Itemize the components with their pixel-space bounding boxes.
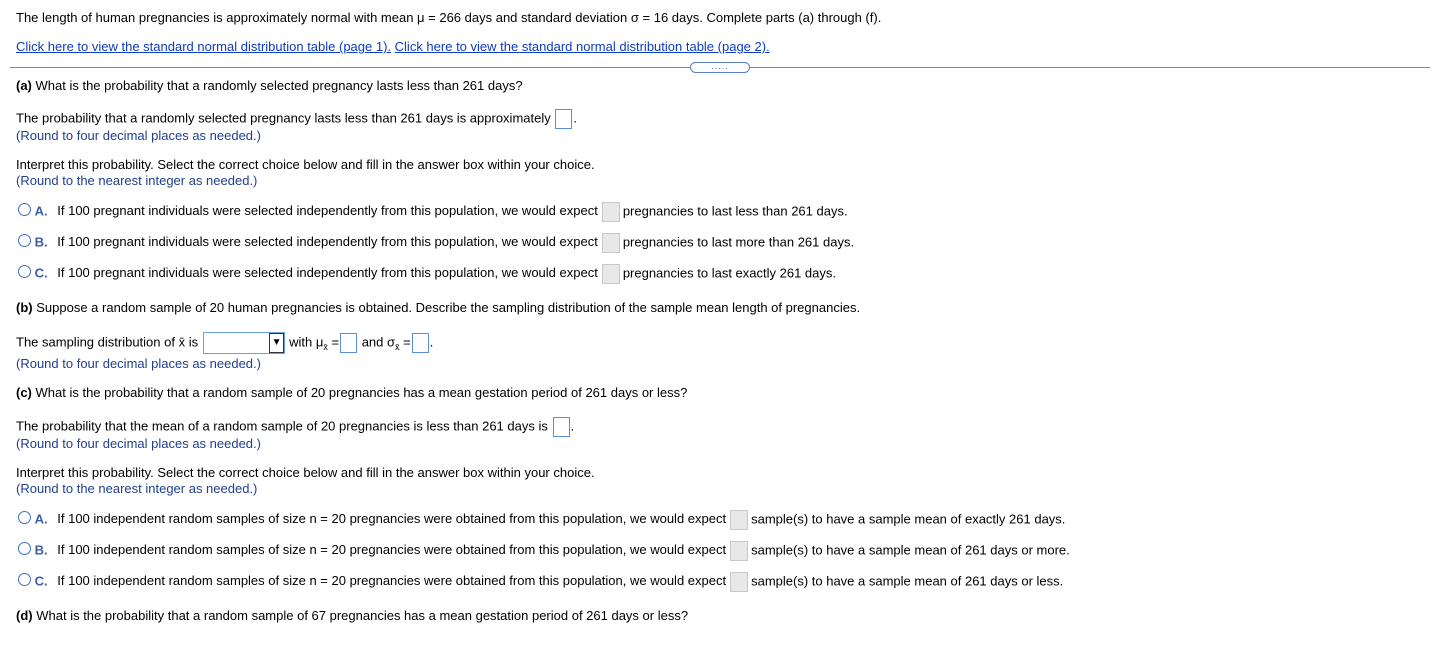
part-d-question-text: What is the probability that a random sample of 67 pregnancies has a mean gestation period of 261 days or less? bbox=[36, 608, 689, 623]
part-c-interpret: Interpret this probability. Select the correct choice below and fill in the answer box within your choice. bbox=[16, 465, 595, 480]
choice-text-after: pregnancies to last less than 261 days. bbox=[622, 203, 848, 219]
radio-button[interactable] bbox=[18, 573, 31, 586]
problem-intro: The length of human pregnancies is approximately normal with mean μ = 266 days and standard deviation σ = 16 days. Complete parts (a) through (f). bbox=[16, 10, 882, 25]
mu-label: with μ bbox=[289, 334, 324, 350]
part-c-choice-c-input[interactable] bbox=[730, 572, 748, 592]
part-b-round-note: (Round to four decimal places as needed.) bbox=[16, 356, 261, 371]
sampling-prefix: The sampling distribution of bbox=[16, 334, 175, 350]
choice-letter: C. bbox=[34, 265, 48, 281]
choice-letter: A. bbox=[34, 203, 48, 219]
part-a-answer-prompt: The probability that a randomly selected pregnancy lasts less than 261 days is approximately bbox=[16, 110, 551, 126]
part-a-choice-c-input[interactable] bbox=[602, 264, 620, 284]
sigma-equals: = bbox=[403, 334, 411, 350]
choice-text-before: If 100 pregnant individuals were selected independently from this population, we would expect bbox=[57, 234, 598, 250]
choice-text-after: sample(s) to have a sample mean of 261 days or less. bbox=[751, 573, 1064, 589]
choice-letter: A. bbox=[34, 511, 48, 527]
part-a-answer-line: The probability that a randomly selected pregnancy lasts less than 261 days is approximately . bbox=[16, 109, 577, 129]
mu-xbar-input[interactable] bbox=[340, 333, 357, 353]
part-c-interpret-round: (Round to the nearest integer as needed.) bbox=[16, 481, 258, 496]
part-a-choice-b[interactable] bbox=[18, 233, 854, 253]
radio-button[interactable] bbox=[18, 511, 31, 524]
part-c-round-note: (Round to four decimal places as needed.) bbox=[16, 436, 261, 451]
part-a-question-text: What is the probability that a randomly selected pregnancy lasts less than 261 days? bbox=[35, 78, 523, 93]
part-a-label: (a) bbox=[16, 78, 32, 93]
radio-button[interactable] bbox=[18, 265, 31, 278]
part-c-label: (c) bbox=[16, 385, 32, 400]
choice-text-before: If 100 independent random samples of size n = 20 pregnancies were obtained from this population, we would expect bbox=[57, 542, 727, 558]
mu-subscript: x̄ bbox=[323, 342, 328, 353]
part-c-choice-a[interactable] bbox=[18, 510, 1065, 530]
part-c-question bbox=[16, 385, 687, 401]
part-d-label: (d) bbox=[16, 608, 33, 623]
radio-button[interactable] bbox=[18, 234, 31, 247]
radio-button[interactable] bbox=[18, 203, 31, 216]
part-d-question bbox=[16, 608, 688, 624]
part-a-choice-a[interactable] bbox=[18, 202, 848, 222]
part-a-question bbox=[16, 78, 523, 94]
part-b-answer-line: The sampling distribution of x̄ is ▼ with $\mu_{x̄}$ = and $\sigma_{x̄}$ = . bbox=[16, 332, 433, 357]
choice-letter: C. bbox=[34, 573, 48, 589]
normal-table-page2-link[interactable]: Click here to view the standard normal distribution table (page 2). bbox=[394, 39, 770, 54]
choice-text-before: If 100 independent random samples of size n = 20 pregnancies were obtained from this population, we would expect bbox=[57, 573, 727, 589]
part-a-choice-a-input[interactable] bbox=[602, 202, 620, 222]
choice-text-after: pregnancies to last exactly 261 days. bbox=[622, 265, 836, 281]
sigma-label: and σ bbox=[361, 334, 396, 350]
part-c-choice-a-input[interactable] bbox=[730, 510, 748, 530]
is-word: is bbox=[188, 334, 199, 350]
radio-button[interactable] bbox=[18, 542, 31, 555]
part-c-answer-prompt: The probability that the mean of a random sample of 20 pregnancies is less than 261 days is bbox=[16, 418, 548, 434]
choice-text-after: sample(s) to have a sample mean of 261 days or more. bbox=[751, 542, 1070, 558]
dropdown-arrow-icon[interactable]: ▼ bbox=[269, 333, 284, 353]
mu-equals: = bbox=[331, 334, 340, 350]
choice-text-before: If 100 independent random samples of size n = 20 pregnancies were obtained from this population, we would expect bbox=[57, 511, 727, 527]
xbar-symbol: x̄ bbox=[178, 334, 186, 350]
part-a-interpret-round: (Round to the nearest integer as needed.) bbox=[16, 173, 258, 188]
table-links bbox=[16, 39, 770, 55]
part-a-probability-input[interactable] bbox=[555, 109, 572, 129]
part-b-label: (b) bbox=[16, 300, 33, 315]
part-c-answer-line: The probability that the mean of a random sample of 20 pregnancies is less than 261 days is . bbox=[16, 417, 574, 437]
part-c-choice-b-input[interactable] bbox=[730, 541, 748, 561]
part-c-question-text: What is the probability that a random sample of 20 pregnancies has a mean gestation period of 261 days or less? bbox=[35, 385, 688, 400]
choice-text-before: If 100 pregnant individuals were selected independently from this population, we would expect bbox=[57, 265, 598, 281]
choice-text-before: If 100 pregnant individuals were selected independently from this population, we would expect bbox=[57, 203, 598, 219]
part-b-question bbox=[16, 300, 860, 316]
choice-letter: B. bbox=[34, 542, 48, 558]
part-a-interpret: Interpret this probability. Select the correct choice below and fill in the answer box within your choice. bbox=[16, 157, 595, 172]
part-c-choice-b[interactable] bbox=[18, 541, 1070, 561]
distribution-shape-dropdown[interactable] bbox=[203, 332, 285, 354]
part-b-question-text: Suppose a random sample of 20 human pregnancies is obtained. Describe the sampling distribution of the sample mean length of pregnancies. bbox=[36, 300, 861, 315]
choice-letter: B. bbox=[34, 234, 48, 250]
part-a-choice-c[interactable] bbox=[18, 264, 836, 284]
part-c-probability-input[interactable] bbox=[553, 417, 570, 437]
normal-table-page1-link[interactable]: Click here to view the standard normal distribution table (page 1). bbox=[16, 39, 392, 54]
choice-text-after: pregnancies to last more than 261 days. bbox=[622, 234, 855, 250]
choice-text-after: sample(s) to have a sample mean of exactly 261 days. bbox=[751, 511, 1066, 527]
part-a-choice-b-input[interactable] bbox=[602, 233, 620, 253]
sigma-subscript: x̄ bbox=[395, 342, 400, 353]
part-c-choice-c[interactable] bbox=[18, 572, 1063, 592]
sigma-xbar-input[interactable] bbox=[412, 333, 429, 353]
part-a-round-note: (Round to four decimal places as needed.) bbox=[16, 128, 261, 143]
expand-collapse-button[interactable]: ..... bbox=[690, 62, 750, 73]
